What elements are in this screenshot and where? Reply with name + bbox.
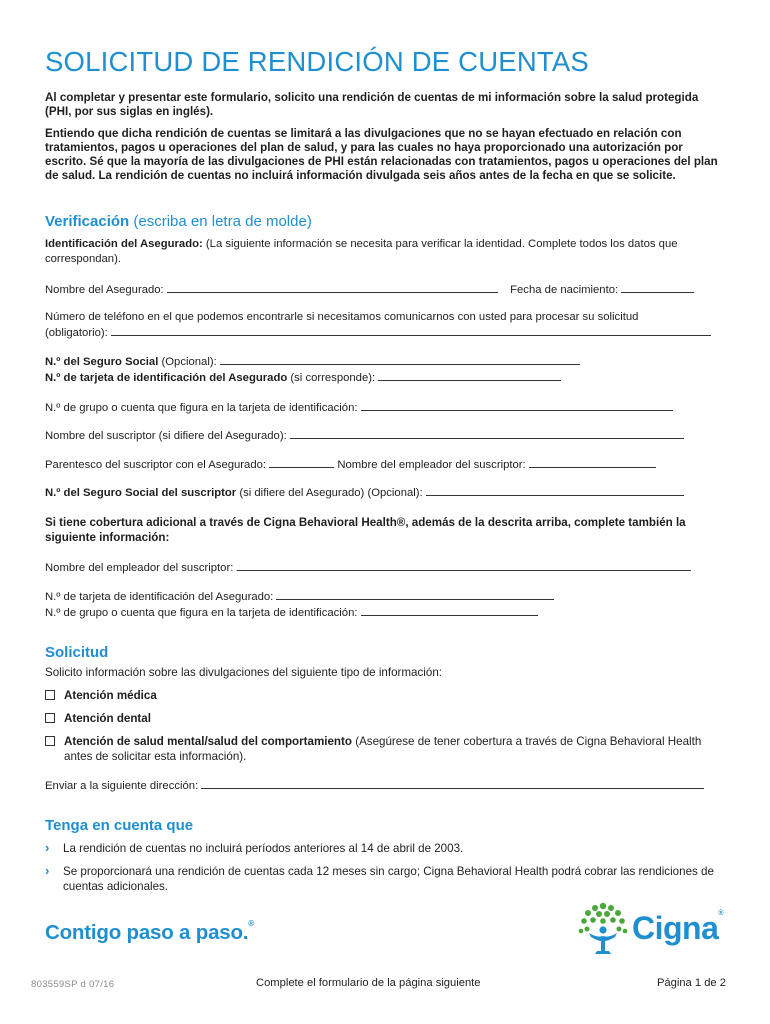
subscriber-employer-field[interactable]: [529, 457, 656, 468]
request-intro: Solicito información sobre las divulgaciones del siguiente tipo de información:: [45, 666, 442, 679]
group-number-row: [45, 400, 726, 415]
brand-slogan-mark: ®: [248, 919, 254, 928]
dental-checkbox[interactable]: [45, 713, 55, 723]
subscriber-ssn-row: [45, 485, 726, 500]
phone-label: Número de teléfono en el que podemos encontrarle si necesitamos comunicarnos con usted para procesar su solicitud: [45, 311, 639, 323]
continue-note: Complete el formulario de la página siguiente: [256, 977, 481, 989]
ssn-row: [45, 354, 726, 369]
address-field[interactable]: [201, 778, 704, 789]
additional-group-field[interactable]: [361, 605, 538, 616]
page-number: Página 1 de 2: [656, 977, 726, 989]
cigna-wordmark: [632, 910, 723, 947]
member-card-label: N.º de tarjeta de identificación del Asegurado: [45, 372, 288, 384]
birth-date-field[interactable]: [621, 282, 694, 293]
subscriber-name-note: (si difiere del Asegurado):: [158, 430, 287, 442]
mental-health-checkbox[interactable]: [45, 736, 55, 746]
subscriber-ssn-label: N.º del Seguro Social del suscriptor: [45, 487, 237, 499]
ssn-note: (Opcional):: [161, 356, 217, 368]
additional-card-label: N.º de tarjeta de identificación del Asegurado:: [45, 591, 274, 603]
subscriber-ssn-field[interactable]: [426, 485, 684, 496]
phone-field-row: [45, 325, 726, 340]
cigna-logo: [575, 900, 727, 956]
additional-coverage-heading: Si tiene cobertura adicional a través de Cigna Behavioral Health®, además de la descrita arriba, complete también la siguiente información:: [45, 516, 686, 544]
member-name-label: Nombre del Asegurado:: [45, 284, 164, 296]
address-row: [45, 778, 726, 793]
identification-note: (La siguiente información se necesita para verificar la identidad. Complete todos los datos que correspondan).: [45, 238, 678, 265]
relationship-label: Parentesco del suscriptor con el Asegurado:: [45, 459, 267, 471]
ssn-field[interactable]: [220, 354, 580, 365]
subscriber-ssn-note: (si difiere del Asegurado) (Opcional):: [239, 487, 423, 499]
chevron-right-icon: ›: [45, 840, 50, 855]
brand-slogan: [45, 921, 254, 945]
additional-employer-row: [45, 560, 726, 575]
medical-label: [64, 688, 704, 703]
address-label: Enviar a la siguiente dirección:: [45, 780, 199, 792]
mental-health-label: [64, 734, 704, 764]
subscriber-name-field[interactable]: [290, 428, 684, 439]
additional-card-field[interactable]: [276, 589, 554, 600]
ssn-label: N.º del Seguro Social: [45, 356, 159, 368]
cigna-wordmark-mark: ®: [718, 910, 724, 918]
note-text: Se proporcionará una rendición de cuentas cada 12 meses sin cargo; Cigna Behavioral Health podrá cobrar las rendiciones de cuentas adicionales.: [63, 865, 714, 893]
subscriber-name-row: [45, 428, 726, 443]
additional-employer-field[interactable]: [237, 560, 691, 571]
additional-group-label: N.º de grupo o cuenta que figura en la tarjeta de identificación:: [45, 607, 358, 619]
phone-field[interactable]: [111, 325, 711, 336]
subscriber-name-label: Nombre del suscriptor: [45, 430, 156, 442]
verification-heading-text: Verificación: [45, 213, 130, 230]
group-number-label: N.º de grupo o cuenta que figura en la tarjeta de identificación:: [45, 402, 358, 414]
mental-health-label-text: Atención de salud mental/salud del comportamiento: [64, 735, 352, 748]
verification-heading: [45, 213, 312, 230]
brand-slogan-text: Contigo paso a paso.: [45, 921, 249, 944]
additional-employer-label: Nombre del empleador del suscriptor:: [45, 562, 234, 574]
member-card-note: (si corresponde):: [290, 372, 376, 384]
chevron-right-icon: ›: [45, 863, 50, 878]
tree-of-life-icon: [575, 900, 631, 956]
form-code: 803559SP d 07/16: [31, 979, 115, 990]
note-text: La rendición de cuentas no incluirá períodos anteriores al 14 de abril de 2003.: [63, 842, 464, 855]
medical-label-text: Atención médica: [64, 689, 157, 702]
mental-health-note: (Asegúrese de tener cobertura a través de Cigna Behavioral Health antes de solicitar esta información).: [64, 735, 702, 763]
phone-label-row: [45, 310, 726, 324]
intro-paragraph-1: Al completar y presentar este formulario, solicito una rendición de cuentas de mi información sobre la salud protegida (PHI, por sus siglas en inglés).: [45, 91, 699, 118]
verification-heading-note: (escriba en letra de molde): [133, 213, 312, 230]
additional-card-row: [45, 589, 726, 604]
request-heading: Solicitud: [45, 644, 109, 661]
notes-heading: Tenga en cuenta que: [45, 817, 194, 834]
phone-required-note: (obligatorio):: [45, 327, 108, 339]
member-card-row: [45, 370, 726, 385]
birth-date-label: Fecha de nacimiento:: [510, 284, 619, 296]
group-number-field[interactable]: [361, 400, 673, 411]
identification-instructions: [45, 237, 726, 266]
cigna-wordmark-text: Cigna: [632, 910, 719, 946]
identification-label: Identificación del Asegurado:: [45, 238, 203, 250]
additional-group-row: [45, 605, 726, 620]
intro-paragraph-2: Entiendo que dicha rendición de cuentas se limitará a las divulgaciones que no se hayan efectuado en relación con tratamientos, pagos u operaciones del plan de salud, y para las cuales no haya proporcionado una autorización por escrito. Sé que la mayoría de las divulgaciones de PHI están relacionadas con tratamientos, pagos u operaciones del plan de salud. La rendición de cuentas no incluirá información divulgada seis años antes de la fecha en que se solicite.: [45, 127, 718, 182]
dental-label-text: Atención dental: [64, 712, 151, 725]
subscriber-employer-label: Nombre del empleador del suscriptor:: [337, 459, 526, 471]
relationship-field[interactable]: [269, 457, 334, 468]
relationship-row: [45, 457, 726, 472]
member-card-field[interactable]: [378, 370, 561, 381]
member-name-field[interactable]: [167, 282, 498, 293]
medical-checkbox[interactable]: [45, 690, 55, 700]
dental-label: [64, 711, 704, 726]
form-title: SOLICITUD DE RENDICIÓN DE CUENTAS: [45, 46, 589, 77]
member-name-row: [45, 282, 726, 297]
